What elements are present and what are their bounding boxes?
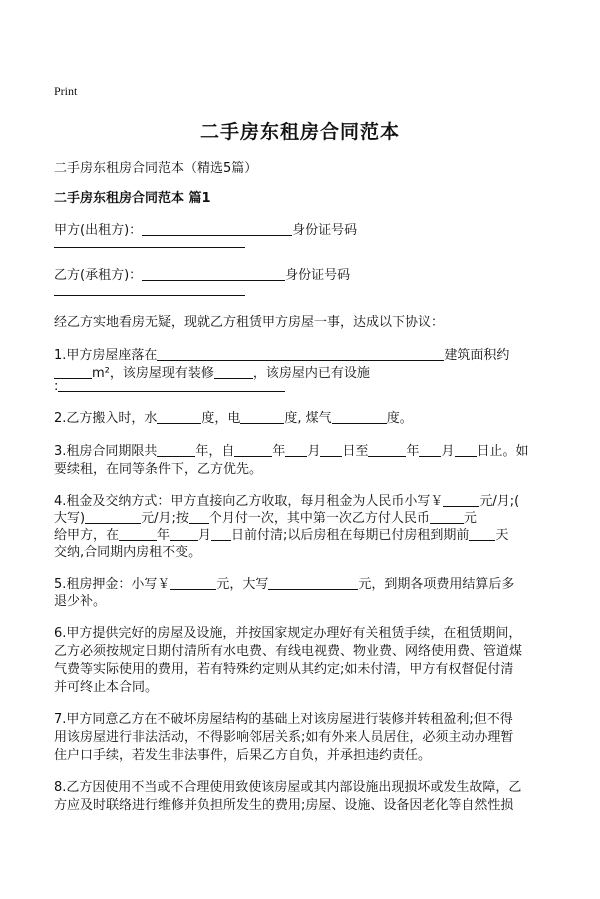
party-b-id-label: 身份证号码 [285,268,351,283]
party-a-line [54,219,357,238]
party-b-id-blank[interactable] [54,295,245,296]
start-year-blank[interactable] [234,443,272,457]
clause-1-address-blank[interactable] [157,347,444,361]
party-b-name-blank[interactable] [142,267,285,281]
clause-1-text-b: 建筑面积约 [444,348,510,363]
clause-5-line-2: 退少补。 [54,594,107,609]
clause-3-text-f: 年 [406,444,420,459]
clause-6-line-2: 乙方必须按规定日期付清所有水电费、有线电视费、物业费、网络使用费、管道煤 [54,644,523,659]
pay-interval-blank[interactable] [189,510,209,524]
lease-years-blank[interactable] [157,443,195,457]
document-title: 二手房东租房合同范本 [199,121,400,143]
clause-1-line-1 [54,344,509,363]
clause-6-line-4: 并可终止本合同。 [54,680,159,695]
electric-reading-blank[interactable] [240,410,284,424]
clause-4-text-c: 大写) [54,511,86,526]
monthly-rent-small-blank[interactable] [443,493,479,507]
clause-4-text-i: 月 [198,528,212,543]
clause-7-line-3: 住户口手续，若发生非法事件，后果乙方自负，并承担违约责任。 [54,748,432,763]
water-reading-blank[interactable] [157,410,201,424]
deposit-small-blank[interactable] [170,576,216,590]
clause-3-text-c: 年 [272,444,286,459]
pay-day-blank[interactable] [211,527,231,541]
section-heading: 二手房东租房合同范本 篇1 [54,191,211,206]
clause-5-line-1 [54,573,514,592]
clause-4-text-g: 给甲方，在 [54,528,120,543]
clause-1-decoration-blank[interactable] [214,365,253,379]
clause-4-text-b: 元/月;( [479,494,520,509]
end-month-blank[interactable] [419,443,441,457]
advance-days-blank[interactable] [469,527,495,541]
pay-month-blank[interactable] [170,527,198,541]
pay-year-blank[interactable] [119,527,157,541]
clause-7-line-2: 用该房屋进行非法活动，不得影响邻居关系;如有外来人员居住，必须主动办理暂 [54,730,514,745]
clause-4-line-4: 交纳,合同期内房租不变。 [54,545,202,560]
party-b-label: 乙方(承租方)： [54,268,143,283]
gas-reading-blank[interactable] [332,410,387,424]
clause-1-line-3 [54,378,285,394]
clause-2-text-b: 度，电 [201,411,241,426]
clause-4-text-f: 元 [463,511,477,526]
clause-7-line-1: 7.甲方同意乙方在不破坏房屋结构的基础上对该房屋进行装修并转租盈利;但不得 [54,712,513,727]
clause-5-text-b: 元，大写 [216,577,269,592]
clause-3-text-g: 月 [441,444,455,459]
clause-3-text-d: 月 [307,444,321,459]
end-year-blank[interactable] [368,443,406,457]
clause-5-text-a: 5.租房押金：小写￥ [54,577,171,592]
clause-6-line-1: 6.甲方提供完好的房屋及设施，并按国家规定办理好有关租赁手续，在租赁期间， [54,626,522,641]
clause-2-line [54,407,413,426]
print-label: Print [54,84,78,98]
clause-1-text-c: m²，该房屋现有装修 [92,366,214,381]
end-day-blank[interactable] [455,443,477,457]
monthly-rent-capital-blank[interactable] [85,510,141,524]
subtitle: 二手房东租房合同范本（精选5篇） [54,161,258,176]
clause-1-text-e: : [54,379,59,394]
party-b-line [54,264,350,283]
clause-8-line-2: 方应及时联络进行维修并负担所发生的费用;房屋、设施、设备因老化等自然性损 [54,798,514,813]
party-a-name-blank[interactable] [142,222,292,236]
intro-text: 经乙方实地看房无疑，现就乙方租赁甲方房屋一事，达成以下协议： [54,315,445,330]
clause-4-text-h: 年 [157,528,171,543]
clause-4-text-e: 个月付一次，其中第一次乙方付人民币 [208,511,430,526]
party-a-id-label: 身份证号码 [292,223,358,238]
clause-4-text-k: 天 [495,528,509,543]
clause-1-area-blank[interactable] [54,365,92,379]
clause-3-text-e: 日至 [342,444,369,459]
start-month-blank[interactable] [285,443,307,457]
first-payment-blank[interactable] [430,510,464,524]
clause-3-text-b: 年，自 [195,444,235,459]
party-a-label: 甲方(出租方)： [54,223,143,238]
clause-2-text-c: 度, 煤气 [284,411,332,426]
deposit-capital-blank[interactable] [268,576,358,590]
clause-5-text-c: 元，到期各项费用结算后多 [358,577,515,592]
clause-3-line-1 [54,440,529,459]
clause-4-text-d: 元/月;按 [141,511,189,526]
clause-1-text-a: 1.甲方房屋座落在 [54,348,158,363]
start-day-blank[interactable] [320,443,342,457]
clause-8-line-1: 8.乙方因使用不当或不合理使用致使该房屋或其内部设施出现损坏或发生故障，乙 [54,780,522,795]
clause-2-text-d: 度。 [386,411,413,426]
clause-3-text-h: 日止。如 [476,444,529,459]
clause-3-text-a: 3.租房合同期限共 [54,444,158,459]
clause-6-line-3: 气费等实际使用的费用，若有特殊约定则从其约定;如未付清，甲方有权督促付清 [54,662,514,677]
clause-4-text-a: 4.租金及交纳方式：甲方直接向乙方收取，每月租金为人民币小写￥ [54,494,444,509]
clause-1-facilities-blank[interactable] [58,378,285,392]
clause-2-text-a: 2.乙方搬入时，水 [54,411,158,426]
clause-4-text-j: 日前付清;以后房租在每期已付房租到期前 [231,528,470,543]
clause-3-line-2: 要续租，在同等条件下，乙方优先。 [54,462,263,477]
clause-1-text-d: ，该房屋内已有设施 [252,366,370,381]
party-a-id-blank[interactable] [54,247,245,248]
